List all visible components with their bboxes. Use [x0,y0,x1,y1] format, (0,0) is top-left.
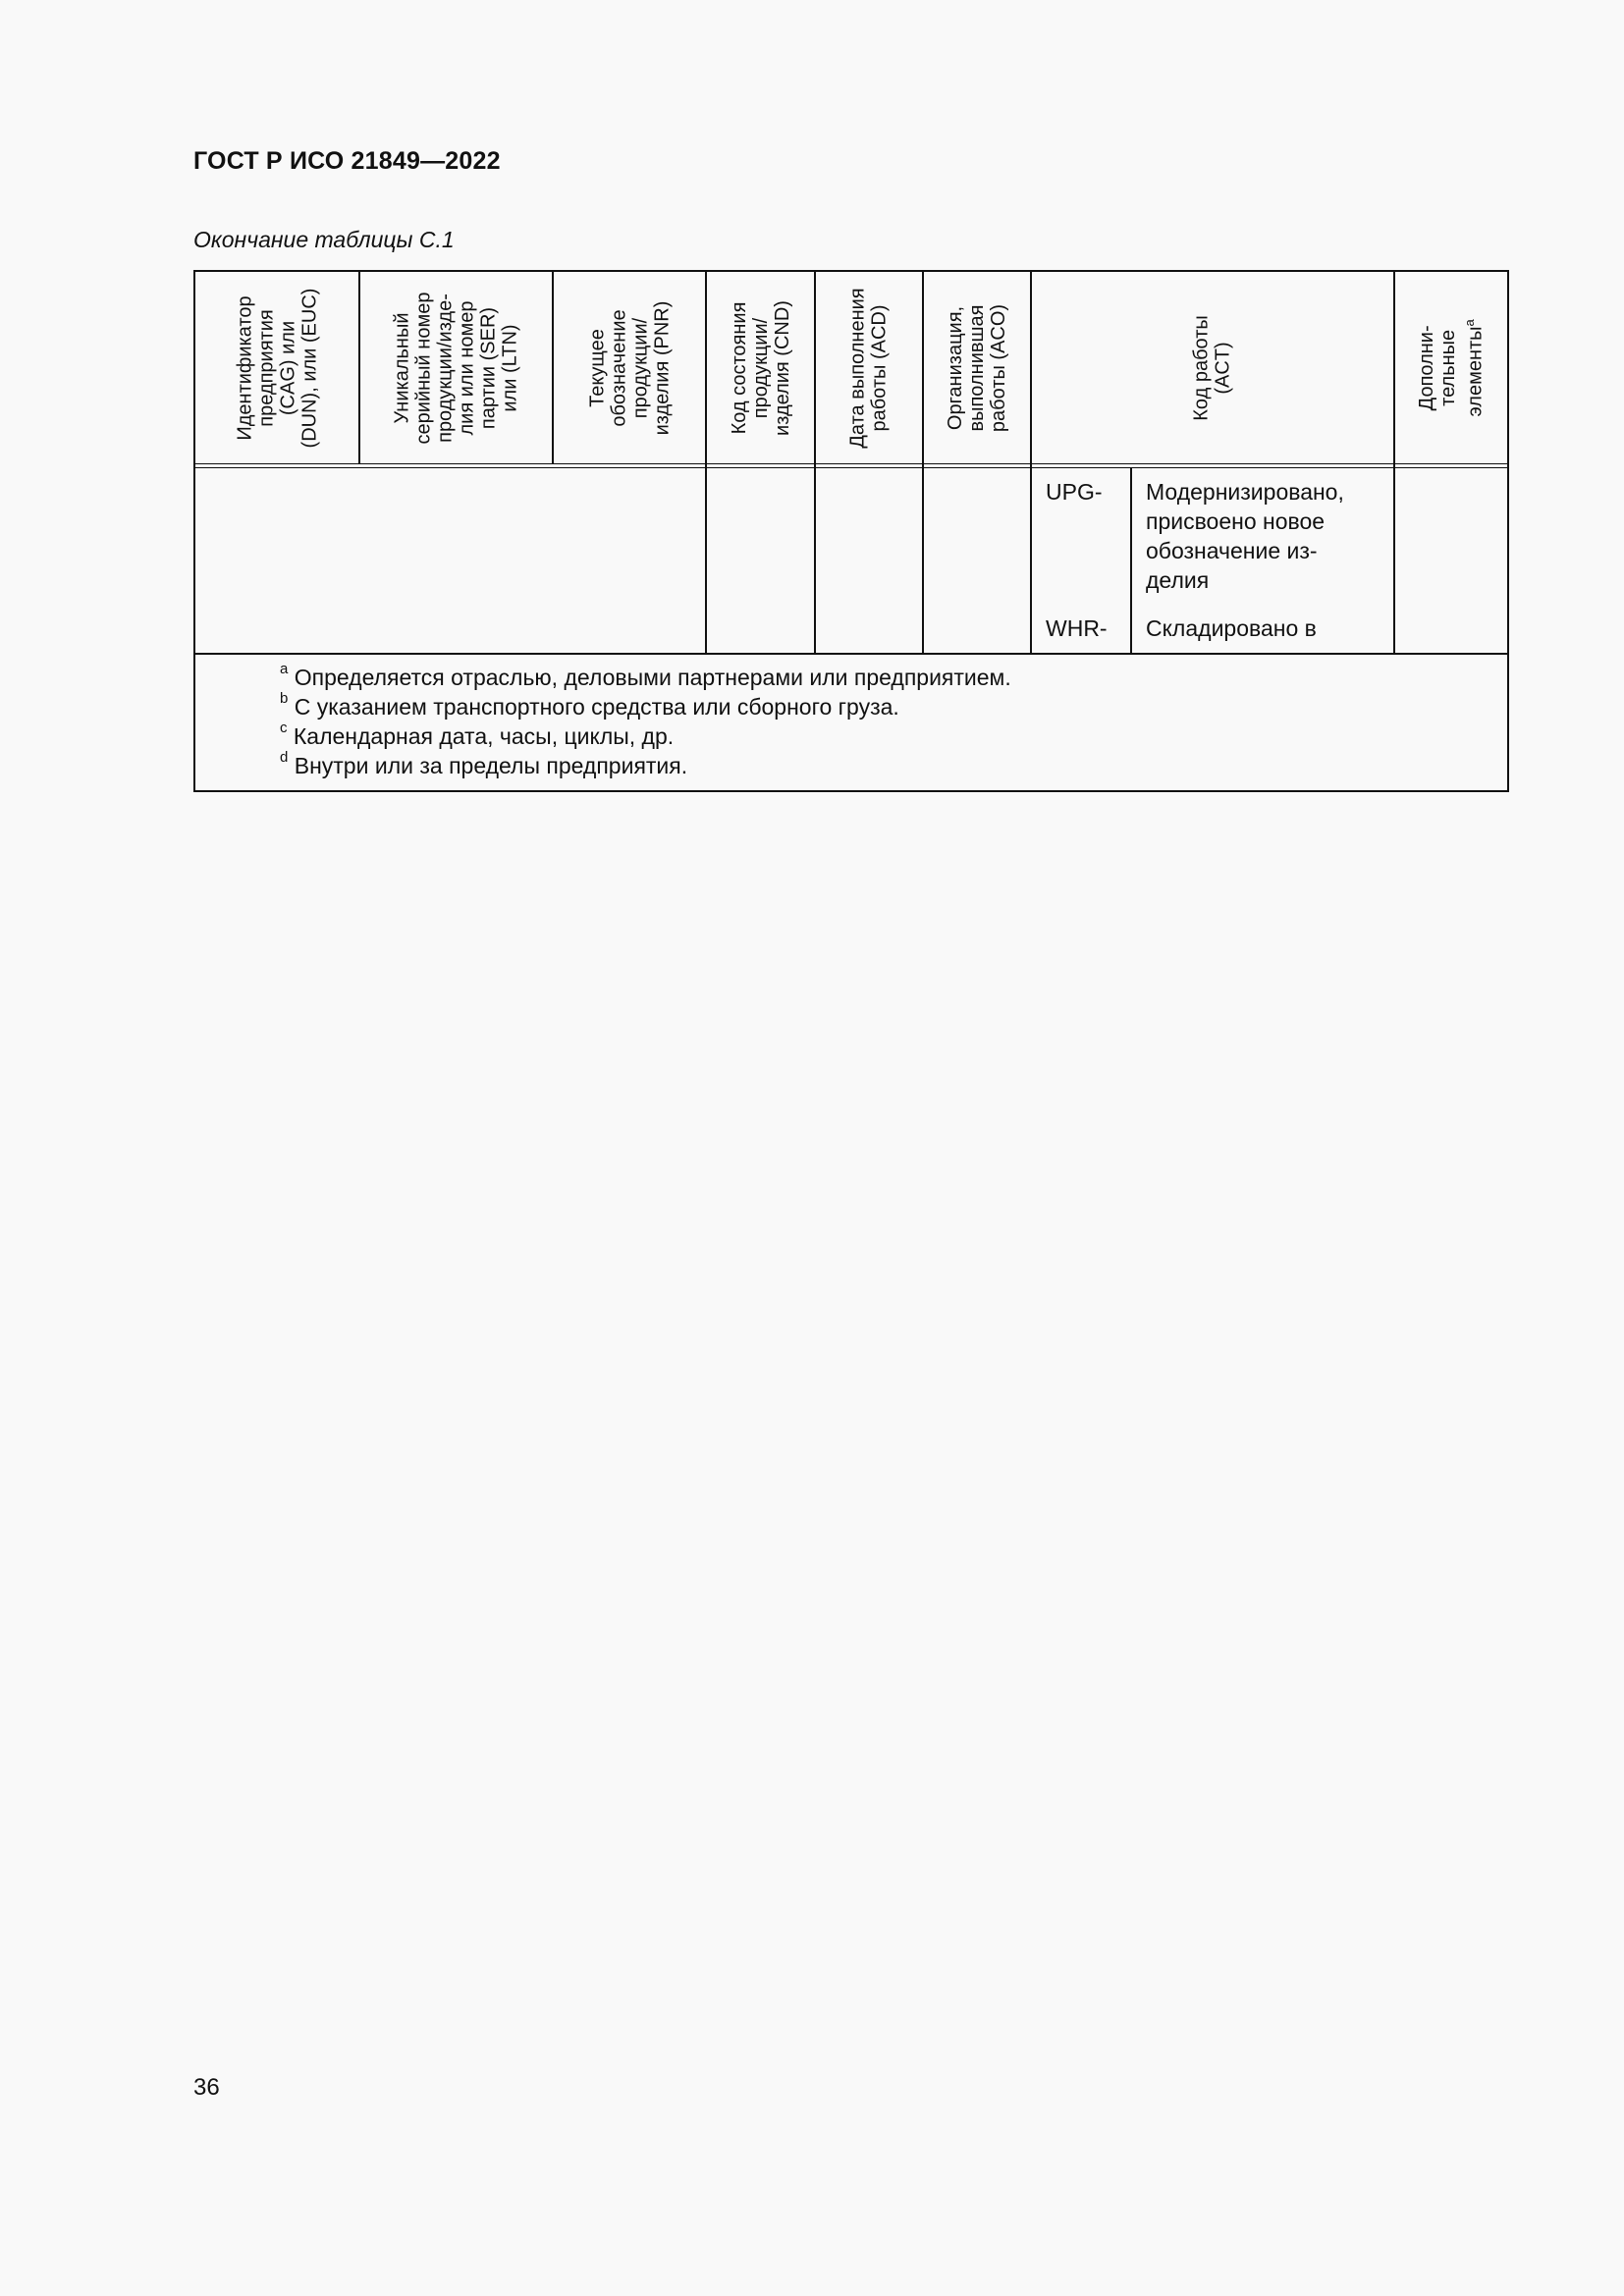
header-divider-bottom [195,467,1507,468]
act-desc-upg [1146,477,1344,595]
table-caption: Окончание таблицы С.1 [193,227,455,252]
header-line: продукции/изде- [434,293,457,443]
header-line: (ACT) [1212,341,1234,395]
header-additional-elements [1395,272,1507,463]
footnote-mark: c [280,720,288,736]
footnote [280,663,1011,692]
footnote-text: С указанием транспортного средства или сборного груза. [294,694,899,720]
footnote [280,751,1011,780]
footnote-text: Определяется отраслью, деловыми партнерами или предприятием. [294,665,1011,690]
footnote [280,721,1011,751]
header-line: Дополни- [1416,325,1438,410]
header-condition-code [707,272,814,463]
header-line: работы (ACO) [988,303,1010,432]
header-line: продукции/ [629,317,651,418]
header-line: изделия (CND) [771,299,793,436]
header-line: Код работы [1190,314,1213,421]
header-line: обозначение [608,308,629,427]
header-serial-number [360,272,552,463]
header-line: (DUN), или (EUC) [298,288,320,448]
header-line: работы (ACD) [869,303,891,432]
desc-line: присвоено новое [1146,508,1326,534]
act-code-upg: UPG- [1046,479,1103,505]
footnote-mark: b [280,690,289,707]
act-code-divider [1130,467,1132,653]
header-line: (CAG) или [276,320,298,415]
footnote-mark: a [1462,318,1478,327]
desc-line: делия [1146,567,1210,593]
header-line: или (LTN) [499,323,521,412]
page-number: 36 [193,2074,220,2101]
header-action-org [924,272,1030,463]
header-enterprise-id [195,272,358,463]
header-line: Дата выполнения [847,287,869,449]
header-line: элементы [1464,326,1487,417]
document-header: ГОСТ Р ИСО 21849—2022 [193,147,501,175]
header-part-number [554,272,705,463]
header-line: партии (SER) [477,306,500,429]
header-line: Код состояния [728,301,750,434]
header-line: изделия (PNR) [651,300,673,435]
desc-line: обозначение из- [1146,538,1318,563]
header-line: Организация, [945,305,967,430]
body-divider [195,653,1507,655]
footnote-text: Внутри или за пределы предприятия. [294,753,688,778]
header-line: выполнившая [966,303,989,432]
footnote-text: Календарная дата, часы, циклы, др. [293,723,675,749]
table-footnotes [280,663,1011,780]
act-code-whr: WHR- [1046,615,1108,641]
header-action-date [816,272,922,463]
act-desc-whr: Складировано в [1146,615,1317,641]
header-line: серийный номер [412,292,435,444]
footnote-mark: d [280,749,289,766]
header-line: предприятия [254,308,277,427]
header-line: Идентификатор [233,294,255,441]
data-table [193,270,1509,792]
header-line: тельные [1437,329,1460,406]
header-line: Текущее [586,328,608,407]
footnote-mark: a [280,661,289,677]
header-line: Уникальный [391,311,413,424]
header-action-code [1032,272,1393,463]
header-line: продукции/ [749,317,772,418]
footnote [280,692,1011,721]
header-divider-top [195,463,1507,464]
header-line: лия или номер [456,300,478,435]
desc-line: Модернизировано, [1146,479,1344,505]
